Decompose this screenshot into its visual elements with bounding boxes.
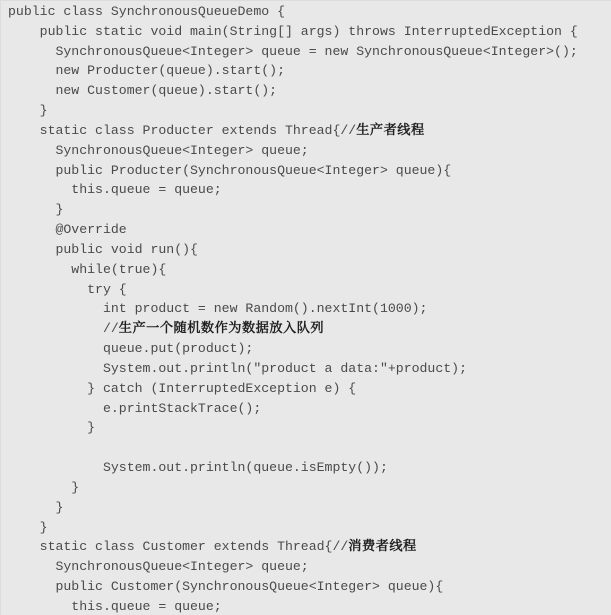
code-text: queue.put(product); — [8, 341, 254, 357]
code-line — [8, 180, 611, 200]
code-text: int product = new Random().nextInt(1000); — [8, 301, 428, 317]
code-text — [8, 440, 16, 455]
code-text: this.queue = queue; — [8, 598, 222, 614]
code-line — [8, 61, 611, 81]
code-text: public class SynchronousQueueDemo { — [8, 4, 285, 19]
code-line — [8, 458, 611, 478]
code-text: static class Customer extends Thread{// — [8, 539, 349, 555]
code-text: public Producter(SynchronousQueue<Integer> queue){ — [8, 162, 452, 178]
code-line — [8, 161, 611, 181]
code-text: } — [8, 202, 64, 218]
code-text: } — [8, 103, 48, 119]
code-text: SynchronousQueue<Integer> queue = new SynchronousQueue<Integer>(); — [8, 43, 578, 59]
code-line — [8, 478, 611, 498]
code-line — [8, 299, 611, 319]
code-line — [8, 359, 611, 379]
code-line — [8, 557, 611, 577]
code-line — [8, 260, 611, 280]
code-text: System.out.println(queue.isEmpty()); — [8, 460, 388, 476]
code-text: // — [8, 321, 119, 337]
code-text: public void run(){ — [8, 241, 198, 257]
code-line — [8, 220, 611, 240]
code-line — [8, 597, 611, 615]
cjk-comment-text: 生产一个随机数作为数据放入队列 — [118, 321, 325, 337]
cjk-comment-text: 消费者线程 — [348, 539, 417, 555]
code-line — [8, 240, 611, 260]
code-text: public static void main(String[] args) throws InterruptedException { — [8, 23, 578, 39]
code-text: } — [8, 499, 64, 515]
code-line — [8, 200, 611, 220]
code-line — [8, 81, 611, 101]
code-text: new Customer(queue).start(); — [8, 83, 278, 99]
cjk-comment-text: 生产者线程 — [356, 122, 425, 138]
code-text: public Customer(SynchronousQueue<Integer> queue){ — [8, 579, 444, 595]
code-text: } — [8, 519, 48, 535]
code-text: System.out.println("product a data:"+product); — [8, 360, 467, 376]
code-line — [8, 498, 611, 518]
code-line — [8, 438, 611, 458]
code-line — [8, 339, 611, 359]
code-line — [8, 537, 611, 557]
code-text: SynchronousQueue<Integer> queue; — [8, 142, 309, 158]
code-line — [8, 379, 611, 399]
code-line — [8, 418, 611, 438]
code-text: try { — [8, 281, 127, 297]
code-line — [8, 2, 611, 22]
code-line — [8, 518, 611, 538]
code-text: } — [8, 479, 80, 495]
code-text: } — [8, 420, 96, 436]
code-text: e.printStackTrace(); — [8, 400, 262, 416]
code-text: this.queue = queue; — [8, 182, 222, 198]
code-line — [8, 280, 611, 300]
code-line — [8, 22, 611, 42]
code-block — [8, 2, 611, 615]
code-text: new Producter(queue).start(); — [8, 63, 285, 79]
code-text: @Override — [8, 222, 127, 238]
code-line — [8, 101, 611, 121]
code-line — [8, 42, 611, 62]
code-text: SynchronousQueue<Integer> queue; — [8, 559, 309, 575]
code-line — [8, 121, 611, 141]
code-text: } catch (InterruptedException e) { — [8, 380, 357, 396]
code-text: static class Producter extends Thread{// — [8, 122, 357, 138]
code-line — [8, 319, 611, 339]
code-text: while(true){ — [8, 261, 167, 277]
code-line — [8, 577, 611, 597]
code-line — [8, 399, 611, 419]
code-line — [8, 141, 611, 161]
